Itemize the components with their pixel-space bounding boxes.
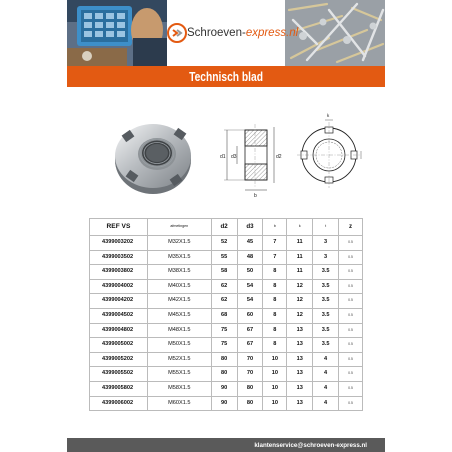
b-cell: 8: [263, 279, 287, 294]
section-view: [220, 124, 282, 199]
k-cell: 12: [287, 308, 313, 323]
column-header: b: [263, 219, 287, 236]
spec-table: [89, 218, 363, 411]
z-cell: 0.5: [339, 265, 363, 280]
t-cell: 3: [313, 236, 339, 251]
d2-cell: 52: [211, 236, 237, 251]
k-cell: 11: [287, 265, 313, 280]
ref-cell: 4399003502: [90, 250, 148, 265]
z-cell: 0.5: [339, 381, 363, 396]
table-header-row: [90, 219, 363, 236]
z-cell: 0.5: [339, 236, 363, 251]
table-row: [90, 265, 363, 280]
ref-cell: 4399005202: [90, 352, 148, 367]
title-bar: [67, 66, 385, 87]
table-row: [90, 367, 363, 382]
d3-cell: 50: [237, 265, 263, 280]
k-cell: 13: [287, 396, 313, 411]
size-cell: M38X1.5: [147, 265, 211, 280]
column-header: z: [339, 219, 363, 236]
column-header: REF VS: [90, 219, 148, 236]
size-cell: M32X1.5: [147, 236, 211, 251]
table-row: [90, 308, 363, 323]
column-header: d2: [211, 219, 237, 236]
size-cell: M35X1.5: [147, 250, 211, 265]
z-cell: 0.5: [339, 250, 363, 265]
header-banner: [67, 0, 385, 66]
t-cell: 3.5: [313, 308, 339, 323]
footer-email[interactable]: klantenservice@schroeven-express.nl: [254, 441, 367, 449]
d2-cell: 80: [211, 367, 237, 382]
size-cell: M60X1.5: [147, 396, 211, 411]
ref-cell: 4399005502: [90, 367, 148, 382]
drawing-svg: [67, 100, 385, 210]
column-header: afmetingen: [147, 219, 211, 236]
d2-cell: 75: [211, 323, 237, 338]
table-row: [90, 352, 363, 367]
d2-cell: 58: [211, 265, 237, 280]
table-row: [90, 323, 363, 338]
t-cell: 4: [313, 381, 339, 396]
d2-cell: 55: [211, 250, 237, 265]
page-title: Technisch blad: [189, 69, 263, 84]
technical-drawing: [67, 100, 385, 210]
size-cell: M48X1.5: [147, 323, 211, 338]
t-cell: 3.5: [313, 294, 339, 309]
b-cell: 10: [263, 367, 287, 382]
label-d3: d3: [231, 154, 237, 160]
ref-cell: 4399003802: [90, 265, 148, 280]
brand-name-accent: express.nl: [245, 27, 299, 39]
d2-cell: 80: [211, 352, 237, 367]
size-cell: M55X1.5: [147, 367, 211, 382]
k-cell: 11: [287, 250, 313, 265]
k-cell: 13: [287, 352, 313, 367]
d3-cell: 54: [237, 279, 263, 294]
footer-bar: [67, 438, 385, 452]
k-cell: 12: [287, 294, 313, 309]
d2-cell: 62: [211, 294, 237, 309]
brand-logo-icon: [167, 23, 187, 43]
table-row: [90, 294, 363, 309]
brand-name: [187, 27, 298, 39]
d3-cell: 54: [237, 294, 263, 309]
b-cell: 8: [263, 308, 287, 323]
z-cell: 0.5: [339, 294, 363, 309]
brand-name-main: Schroeven-: [187, 27, 246, 39]
label-d2: d2: [276, 154, 282, 160]
table-row: [90, 381, 363, 396]
d3-cell: 67: [237, 338, 263, 353]
d2-cell: 68: [211, 308, 237, 323]
column-header: t: [313, 219, 339, 236]
z-cell: 0.5: [339, 352, 363, 367]
z-cell: 0.5: [339, 338, 363, 353]
d3-cell: 80: [237, 396, 263, 411]
b-cell: 7: [263, 250, 287, 265]
label-k: k: [327, 113, 330, 118]
column-header: d3: [237, 219, 263, 236]
z-cell: 0.5: [339, 308, 363, 323]
b-cell: 10: [263, 381, 287, 396]
table-row: [90, 338, 363, 353]
t-cell: 4: [313, 367, 339, 382]
table-row: [90, 236, 363, 251]
k-cell: 13: [287, 367, 313, 382]
label-d1: d1: [220, 154, 226, 160]
d3-cell: 45: [237, 236, 263, 251]
table-body: [90, 236, 363, 411]
k-cell: 11: [287, 236, 313, 251]
b-cell: 8: [263, 338, 287, 353]
z-cell: 0.5: [339, 323, 363, 338]
t-cell: 3.5: [313, 279, 339, 294]
b-cell: 10: [263, 396, 287, 411]
k-cell: 13: [287, 338, 313, 353]
t-cell: 3.5: [313, 323, 339, 338]
b-cell: 7: [263, 236, 287, 251]
t-cell: 3.5: [313, 265, 339, 280]
d2-cell: 90: [211, 396, 237, 411]
t-cell: 3: [313, 250, 339, 265]
d3-cell: 67: [237, 323, 263, 338]
z-cell: 0.5: [339, 367, 363, 382]
k-cell: 13: [287, 381, 313, 396]
d3-cell: 70: [237, 367, 263, 382]
label-b: b: [254, 193, 257, 199]
brand-logo[interactable]: [167, 22, 298, 44]
ref-cell: 4399004202: [90, 294, 148, 309]
b-cell: 8: [263, 294, 287, 309]
size-cell: M42X1.5: [147, 294, 211, 309]
size-cell: M45X1.5: [147, 308, 211, 323]
z-cell: 0.5: [339, 396, 363, 411]
t-cell: 3.5: [313, 338, 339, 353]
b-cell: 10: [263, 352, 287, 367]
d2-cell: 75: [211, 338, 237, 353]
d3-cell: 80: [237, 381, 263, 396]
ref-cell: 4399004502: [90, 308, 148, 323]
d3-cell: 60: [237, 308, 263, 323]
t-cell: 4: [313, 396, 339, 411]
size-cell: M40X1.5: [147, 279, 211, 294]
z-cell: 0.5: [339, 279, 363, 294]
b-cell: 8: [263, 265, 287, 280]
ref-cell: 4399005002: [90, 338, 148, 353]
k-cell: 13: [287, 323, 313, 338]
table-row: [90, 250, 363, 265]
ref-cell: 4399004802: [90, 323, 148, 338]
size-cell: M50X1.5: [147, 338, 211, 353]
nut-photo: [115, 124, 191, 194]
ref-cell: 4399003202: [90, 236, 148, 251]
ref-cell: 4399005802: [90, 381, 148, 396]
size-cell: M52X1.5: [147, 352, 211, 367]
table-row: [90, 396, 363, 411]
d3-cell: 48: [237, 250, 263, 265]
k-cell: 12: [287, 279, 313, 294]
d2-cell: 62: [211, 279, 237, 294]
d2-cell: 90: [211, 381, 237, 396]
datasheet-page: [67, 0, 385, 452]
b-cell: 8: [263, 323, 287, 338]
table-row: [90, 279, 363, 294]
ref-cell: 4399004002: [90, 279, 148, 294]
column-header: k: [287, 219, 313, 236]
t-cell: 4: [313, 352, 339, 367]
size-cell: M58X1.5: [147, 381, 211, 396]
front-view: [297, 113, 361, 188]
ref-cell: 4399006002: [90, 396, 148, 411]
d3-cell: 70: [237, 352, 263, 367]
